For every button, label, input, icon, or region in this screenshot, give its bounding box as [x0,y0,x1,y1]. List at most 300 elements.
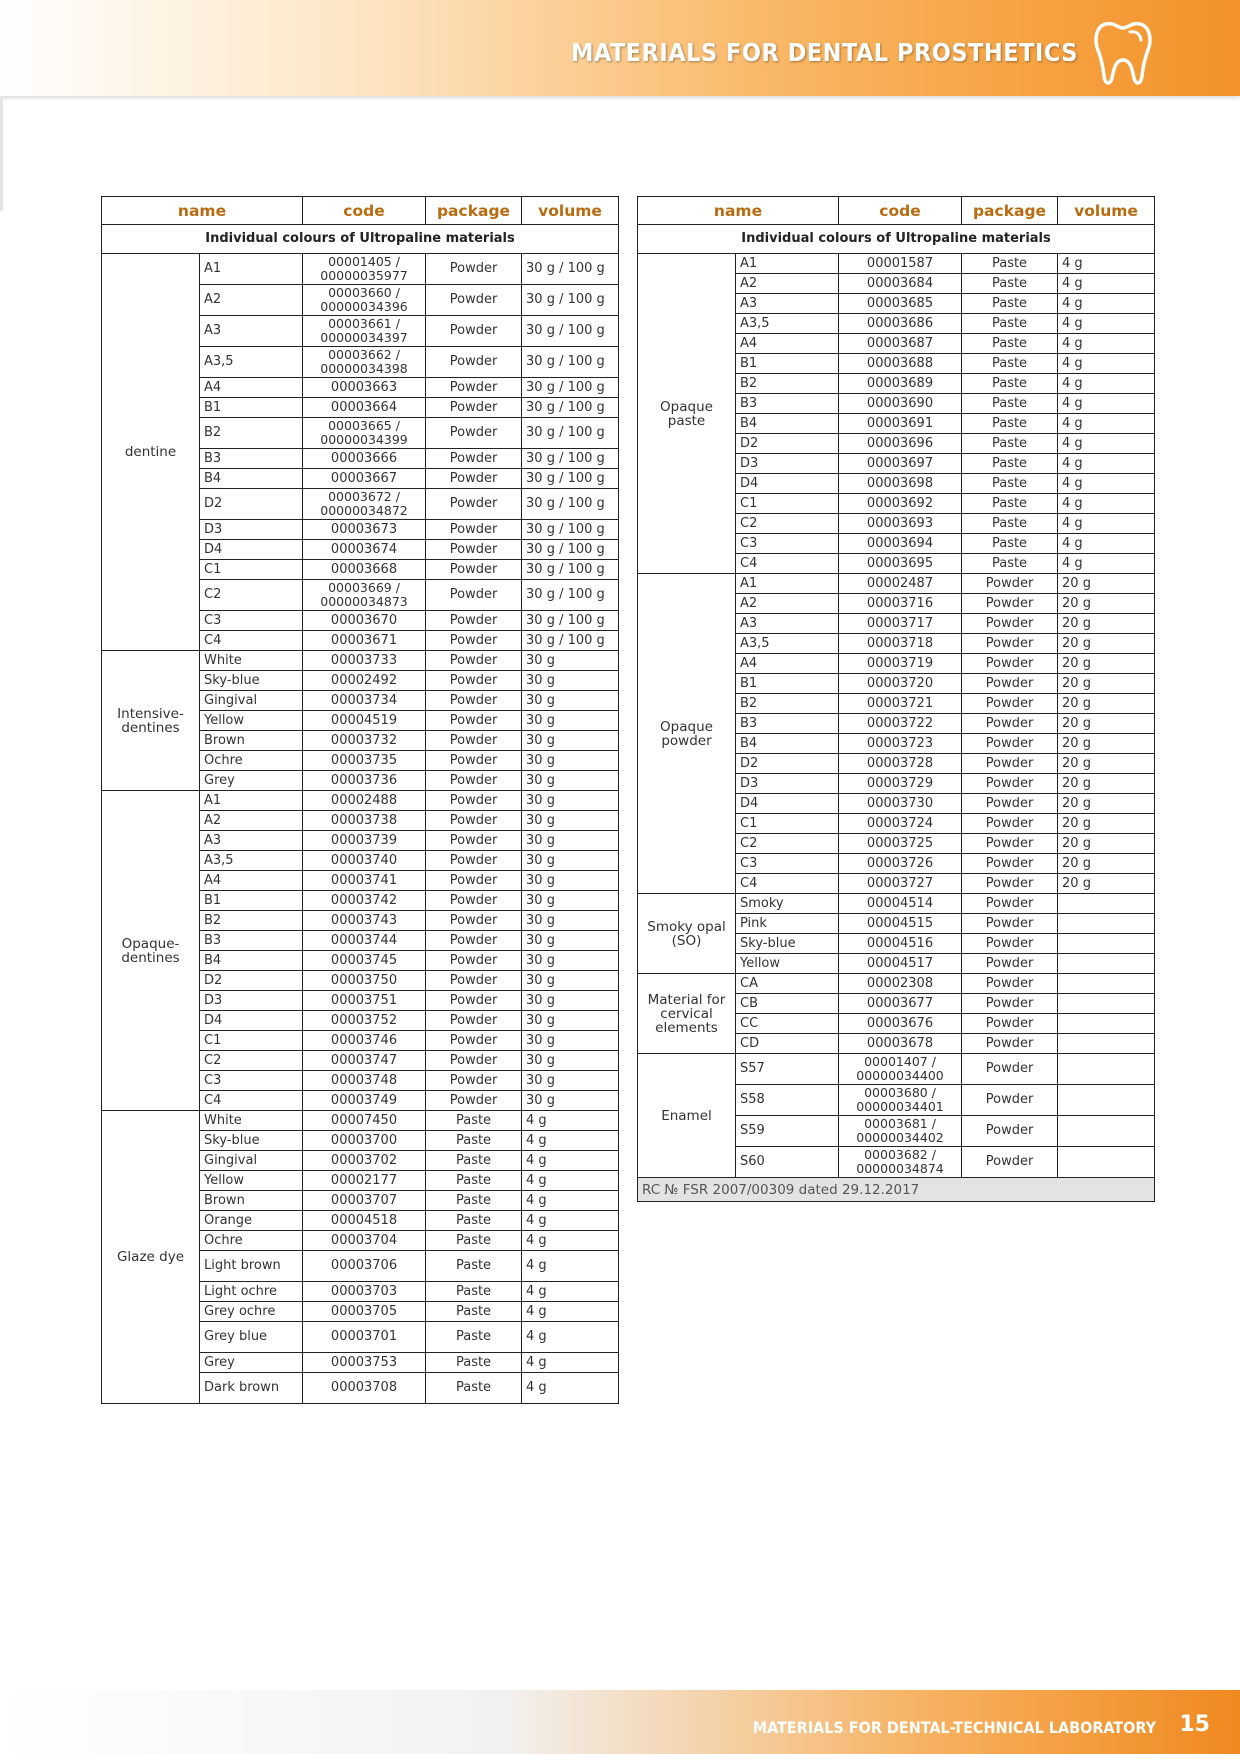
product-code: 00003694 [839,534,962,554]
footer-label: MATERIALS FOR DENTAL-TECHNICAL LABORATORY [752,1718,1156,1737]
volume-value: 4 g [1058,554,1155,574]
product-code: 00003718 [839,634,962,654]
table-row [638,894,1155,914]
product-code: 00003660 / 00000034396 [303,285,426,316]
volume-value: 30 g [522,851,619,871]
shade-name: C4 [736,874,839,894]
package-type: Powder [426,560,522,580]
package-type: Powder [962,794,1058,814]
package-type: Powder [426,489,522,520]
shade-name: Grey blue [200,1322,303,1353]
header-row [638,197,1155,225]
product-code: 00003735 [303,751,426,771]
shade-name: Sky-blue [736,934,839,954]
package-type: Powder [426,418,522,449]
package-type: Paste [426,1111,522,1131]
column-header-volume: volume [522,197,619,225]
product-code: 00003668 [303,560,426,580]
page-header [0,0,1240,96]
volume-value [1058,1054,1155,1085]
package-type: Powder [426,731,522,751]
volume-value: 20 g [1058,634,1155,654]
package-type: Powder [426,651,522,671]
package-type: Powder [426,347,522,378]
package-type: Paste [426,1131,522,1151]
product-code: 00003673 [303,520,426,540]
product-code: 00003722 [839,714,962,734]
shade-name: Sky-blue [200,671,303,691]
volume-value: 30 g / 100 g [522,285,619,316]
volume-value: 4 g [1058,514,1155,534]
shade-name: B3 [200,931,303,951]
product-code: 00003674 [303,540,426,560]
shade-name: C1 [200,1031,303,1051]
volume-value: 30 g / 100 g [522,631,619,651]
shade-name: A3,5 [736,314,839,334]
shade-name: A3,5 [200,347,303,378]
volume-value: 30 g [522,1051,619,1071]
table-row [638,574,1155,594]
volume-value: 4 g [1058,334,1155,354]
product-code: 00004515 [839,914,962,934]
shade-name: S60 [736,1147,839,1178]
volume-value: 4 g [522,1191,619,1211]
product-code: 00003730 [839,794,962,814]
page-number: 15 [1179,1712,1210,1737]
product-code: 00003701 [303,1322,426,1353]
package-type: Powder [962,1085,1058,1116]
shade-name: B4 [736,414,839,434]
package-type: Paste [426,1191,522,1211]
product-code: 00003692 [839,494,962,514]
product-code: 00003704 [303,1231,426,1251]
package-type: Powder [426,1091,522,1111]
package-type: Powder [426,691,522,711]
shade-name: D4 [200,1011,303,1031]
shade-name: Gingival [200,691,303,711]
product-code: 00003677 [839,994,962,1014]
volume-value: 30 g / 100 g [522,489,619,520]
product-code: 00003720 [839,674,962,694]
shade-name: A2 [200,285,303,316]
package-type: Powder [426,671,522,691]
shade-name: D3 [736,454,839,474]
package-type: Paste [426,1282,522,1302]
shade-name: A3 [200,316,303,347]
package-type: Powder [426,469,522,489]
product-code: 00001587 [839,254,962,274]
shade-name: Sky-blue [200,1131,303,1151]
package-type: Powder [426,791,522,811]
shade-name: A1 [200,791,303,811]
volume-value: 20 g [1058,734,1155,754]
volume-value: 30 g / 100 g [522,418,619,449]
package-type: Paste [962,434,1058,454]
product-code: 00003716 [839,594,962,614]
shade-name: A2 [200,811,303,831]
volume-value: 4 g [522,1111,619,1131]
package-type: Powder [962,1116,1058,1147]
shade-name: Smoky [736,894,839,914]
package-type: Paste [426,1151,522,1171]
shade-name: D4 [736,474,839,494]
product-code: 00002177 [303,1171,426,1191]
table-row [102,254,619,285]
shade-name: B4 [200,469,303,489]
volume-value: 30 g [522,1031,619,1051]
volume-value: 30 g [522,771,619,791]
volume-value: 4 g [1058,394,1155,414]
package-type: Paste [426,1353,522,1373]
package-type: Powder [426,891,522,911]
package-type: Paste [962,514,1058,534]
package-type: Powder [426,1071,522,1091]
group-name: Glaze dye [102,1111,200,1404]
product-code: 00003719 [839,654,962,674]
shade-name: B3 [736,714,839,734]
shade-name: A1 [200,254,303,285]
shade-name: Ochre [200,1231,303,1251]
package-type: Powder [426,991,522,1011]
product-code: 00003748 [303,1071,426,1091]
product-code: 00003681 / 00000034402 [839,1116,962,1147]
volume-value: 20 g [1058,654,1155,674]
package-type: Powder [962,934,1058,954]
product-code: 00003669 / 00000034873 [303,580,426,611]
volume-value [1058,974,1155,994]
package-type: Paste [962,294,1058,314]
shade-name: S57 [736,1054,839,1085]
product-code: 00003667 [303,469,426,489]
product-code: 00003678 [839,1034,962,1054]
shade-name: C3 [200,1071,303,1091]
volume-value: 20 g [1058,794,1155,814]
package-type: Powder [962,754,1058,774]
shade-name: C1 [736,494,839,514]
package-type: Powder [426,520,522,540]
package-type: Powder [426,931,522,951]
volume-value: 4 g [1058,274,1155,294]
volume-value: 4 g [522,1282,619,1302]
volume-value: 4 g [1058,474,1155,494]
package-type: Paste [962,274,1058,294]
product-code: 00003672 / 00000034872 [303,489,426,520]
package-type: Paste [962,374,1058,394]
volume-value: 4 g [1058,374,1155,394]
volume-value: 20 g [1058,774,1155,794]
volume-value: 30 g / 100 g [522,347,619,378]
shade-name: D4 [736,794,839,814]
table-row [102,651,619,671]
package-type: Powder [426,631,522,651]
volume-value: 30 g [522,951,619,971]
subheader-row [638,225,1155,254]
product-code: 00003664 [303,398,426,418]
product-code: 00004514 [839,894,962,914]
volume-value: 4 g [1058,314,1155,334]
volume-value: 30 g / 100 g [522,316,619,347]
package-type: Powder [962,634,1058,654]
shade-name: C3 [736,854,839,874]
product-code: 00003746 [303,1031,426,1051]
product-code: 00003686 [839,314,962,334]
product-code: 00003725 [839,834,962,854]
volume-value: 20 g [1058,834,1155,854]
product-code: 00003706 [303,1251,426,1282]
table-row [102,791,619,811]
shade-name: D2 [736,434,839,454]
product-code: 00003727 [839,874,962,894]
product-code: 00003752 [303,1011,426,1031]
volume-value [1058,1034,1155,1054]
shade-name: A3 [200,831,303,851]
volume-value: 30 g / 100 g [522,560,619,580]
shade-name: D3 [200,991,303,1011]
shade-name: White [200,651,303,671]
product-code: 00003732 [303,731,426,751]
product-code: 00003666 [303,449,426,469]
package-type: Powder [426,851,522,871]
volume-value: 4 g [522,1302,619,1322]
volume-value: 20 g [1058,674,1155,694]
volume-value: 30 g [522,651,619,671]
package-type: Powder [426,1011,522,1031]
package-type: Paste [962,314,1058,334]
package-type: Powder [962,914,1058,934]
volume-value: 30 g / 100 g [522,378,619,398]
shade-name: S58 [736,1085,839,1116]
package-type: Paste [962,474,1058,494]
group-name: Opaque-dentines [102,791,200,1111]
volume-value [1058,1116,1155,1147]
shade-name: C4 [736,554,839,574]
volume-value: 30 g [522,751,619,771]
product-code: 00003729 [839,774,962,794]
package-type: Paste [426,1322,522,1353]
shade-name: Light ochre [200,1282,303,1302]
shade-name: CC [736,1014,839,1034]
shade-name: Grey ochre [200,1302,303,1322]
product-code: 00003747 [303,1051,426,1071]
shade-name: B3 [736,394,839,414]
shade-name: A4 [200,871,303,891]
volume-value: 30 g [522,971,619,991]
package-type: Powder [426,611,522,631]
group-name: Material for cervical elements [638,974,736,1054]
volume-value: 4 g [522,1322,619,1353]
shade-name: B2 [736,374,839,394]
product-code: 00003738 [303,811,426,831]
volume-value: 4 g [522,1353,619,1373]
volume-value: 30 g [522,1091,619,1111]
product-code: 00004518 [303,1211,426,1231]
page-footer [0,1690,1240,1754]
group-name: Enamel [638,1054,736,1178]
group-name: Opaque powder [638,574,736,894]
shade-name: Yellow [200,711,303,731]
volume-value: 30 g / 100 g [522,580,619,611]
shade-name: C2 [200,1051,303,1071]
package-type: Paste [962,534,1058,554]
shade-name: C2 [200,580,303,611]
shade-name: Yellow [736,954,839,974]
table-subheader: Individual colours of Ultropaline materials [102,225,619,254]
package-type: Paste [962,394,1058,414]
package-type: Powder [426,911,522,931]
volume-value: 30 g / 100 g [522,254,619,285]
package-type: Paste [962,334,1058,354]
volume-value: 30 g [522,831,619,851]
volume-value: 30 g [522,991,619,1011]
product-code: 00003745 [303,951,426,971]
shade-name: D2 [736,754,839,774]
product-code: 00003707 [303,1191,426,1211]
column-header-package: package [426,197,522,225]
package-type: Paste [426,1211,522,1231]
package-type: Powder [426,871,522,891]
package-type: Powder [962,954,1058,974]
subheader-row [102,225,619,254]
product-code: 00003697 [839,454,962,474]
package-type: Powder [962,814,1058,834]
package-type: Powder [426,449,522,469]
product-code: 00003742 [303,891,426,911]
product-code: 00007450 [303,1111,426,1131]
footnote-row [638,1178,1155,1202]
shade-name: A4 [736,334,839,354]
volume-value: 30 g [522,671,619,691]
volume-value: 30 g / 100 g [522,520,619,540]
package-type: Powder [962,1014,1058,1034]
volume-value [1058,894,1155,914]
package-type: Powder [962,774,1058,794]
product-code: 00003671 [303,631,426,651]
package-type: Powder [962,654,1058,674]
registration-footnote: RC № FSR 2007/00309 dated 29.12.2017 [638,1178,1155,1202]
shade-name: S59 [736,1116,839,1147]
package-type: Paste [426,1302,522,1322]
shade-name: Ochre [200,751,303,771]
package-type: Paste [426,1373,522,1404]
product-code: 00003693 [839,514,962,534]
product-code: 00003724 [839,814,962,834]
shade-name: Grey [200,771,303,791]
product-code: 00003751 [303,991,426,1011]
shade-name: A2 [736,274,839,294]
volume-value: 4 g [1058,454,1155,474]
shade-name: White [200,1111,303,1131]
product-code: 00003696 [839,434,962,454]
product-code: 00003750 [303,971,426,991]
product-code: 00003744 [303,931,426,951]
volume-value: 4 g [522,1373,619,1404]
product-code: 00003753 [303,1353,426,1373]
product-code: 00003670 [303,611,426,631]
column-header-package: package [962,197,1058,225]
product-code: 00002487 [839,574,962,594]
shade-name: C2 [736,514,839,534]
shade-name: B4 [200,951,303,971]
package-type: Powder [962,714,1058,734]
volume-value: 4 g [522,1151,619,1171]
package-type: Powder [426,1031,522,1051]
package-type: Powder [426,254,522,285]
shade-name: Yellow [200,1171,303,1191]
shade-name: CA [736,974,839,994]
volume-value [1058,934,1155,954]
package-type: Powder [962,1034,1058,1054]
product-code: 00003736 [303,771,426,791]
package-type: Paste [962,494,1058,514]
package-type: Powder [962,594,1058,614]
shade-name: A3,5 [736,634,839,654]
product-code: 00003695 [839,554,962,574]
column-header-code: code [839,197,962,225]
group-name: Opaque paste [638,254,736,574]
product-code: 00003690 [839,394,962,414]
shade-name: C1 [736,814,839,834]
product-code: 00003734 [303,691,426,711]
product-code: 00003700 [303,1131,426,1151]
volume-value: 4 g [522,1251,619,1282]
volume-value: 30 g / 100 g [522,449,619,469]
product-code: 00003728 [839,754,962,774]
volume-value: 4 g [522,1171,619,1191]
product-code: 00003676 [839,1014,962,1034]
volume-value: 30 g / 100 g [522,469,619,489]
package-type: Powder [962,1147,1058,1178]
shade-name: B1 [736,354,839,374]
package-type: Powder [426,971,522,991]
product-code: 00003723 [839,734,962,754]
left-product-table [101,196,619,1404]
shade-name: Pink [736,914,839,934]
volume-value: 30 g [522,1011,619,1031]
product-code: 00003662 / 00000034398 [303,347,426,378]
product-code: 00003726 [839,854,962,874]
table-row [102,1111,619,1131]
group-name: dentine [102,254,200,651]
product-code: 00004519 [303,711,426,731]
volume-value [1058,1014,1155,1034]
shade-name: Brown [200,731,303,751]
shade-name: A3,5 [200,851,303,871]
volume-value: 4 g [1058,414,1155,434]
shade-name: C4 [200,1091,303,1111]
package-type: Paste [426,1171,522,1191]
shade-name: D2 [200,971,303,991]
package-type: Powder [962,614,1058,634]
package-type: Powder [962,694,1058,714]
shade-name: C3 [736,534,839,554]
package-type: Powder [426,751,522,771]
product-code: 00003680 / 00000034401 [839,1085,962,1116]
shade-name: B4 [736,734,839,754]
volume-value: 20 g [1058,874,1155,894]
package-type: Powder [426,378,522,398]
product-code: 00004516 [839,934,962,954]
shade-name: B2 [200,418,303,449]
package-type: Paste [962,554,1058,574]
group-name: Intensive-dentines [102,651,200,791]
volume-value: 4 g [1058,354,1155,374]
package-type: Powder [426,580,522,611]
table-row [638,974,1155,994]
shade-name: A4 [736,654,839,674]
product-code: 00003705 [303,1302,426,1322]
product-code: 00003663 [303,378,426,398]
package-type: Paste [426,1231,522,1251]
